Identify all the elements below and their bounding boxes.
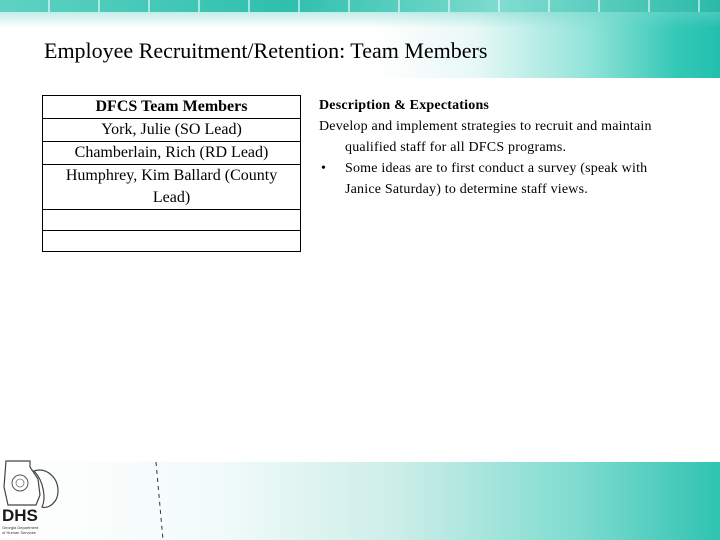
- decorative-glow: [0, 12, 720, 28]
- bullet-item: [319, 158, 664, 200]
- svg-text:Georgia Department: Georgia Department: [2, 525, 39, 530]
- decorative-stripes: [0, 0, 720, 12]
- table-header-row: [43, 96, 301, 119]
- team-members-table: [42, 95, 301, 252]
- page-title: Employee Recruitment/Retention: Team Members: [44, 38, 488, 63]
- table-cell: [43, 231, 301, 252]
- table-row: [43, 165, 301, 210]
- table-cell: Humphrey, Kim Ballard (County Lead): [43, 165, 301, 210]
- description-paragraph: Develop and implement strategies to recruit and maintain qualified staff for all DFCS programs.: [319, 119, 652, 155]
- table-cell: Chamberlain, Rich (RD Lead): [43, 142, 301, 165]
- table-header: DFCS Team Members: [43, 96, 301, 119]
- bullet-text: Some ideas are to first conduct a survey (speak with Janice Saturday) to determine staff views.: [345, 161, 648, 197]
- logo-text: DHS: [2, 506, 38, 525]
- table-cell: York, Julie (SO Lead): [43, 119, 301, 142]
- table-row: [43, 142, 301, 165]
- decorative-dashed-line: [154, 462, 166, 540]
- dhs-logo: [0, 457, 62, 540]
- table-cell: [43, 210, 301, 231]
- description-heading: Description & Expectations: [319, 98, 490, 113]
- description-block: [319, 95, 664, 200]
- svg-text:of Human Services: of Human Services: [2, 530, 36, 535]
- table-row: [43, 210, 301, 231]
- table-row: [43, 119, 301, 142]
- table-row: [43, 231, 301, 252]
- bullet-icon: •: [321, 161, 327, 176]
- footer-band: [0, 462, 720, 540]
